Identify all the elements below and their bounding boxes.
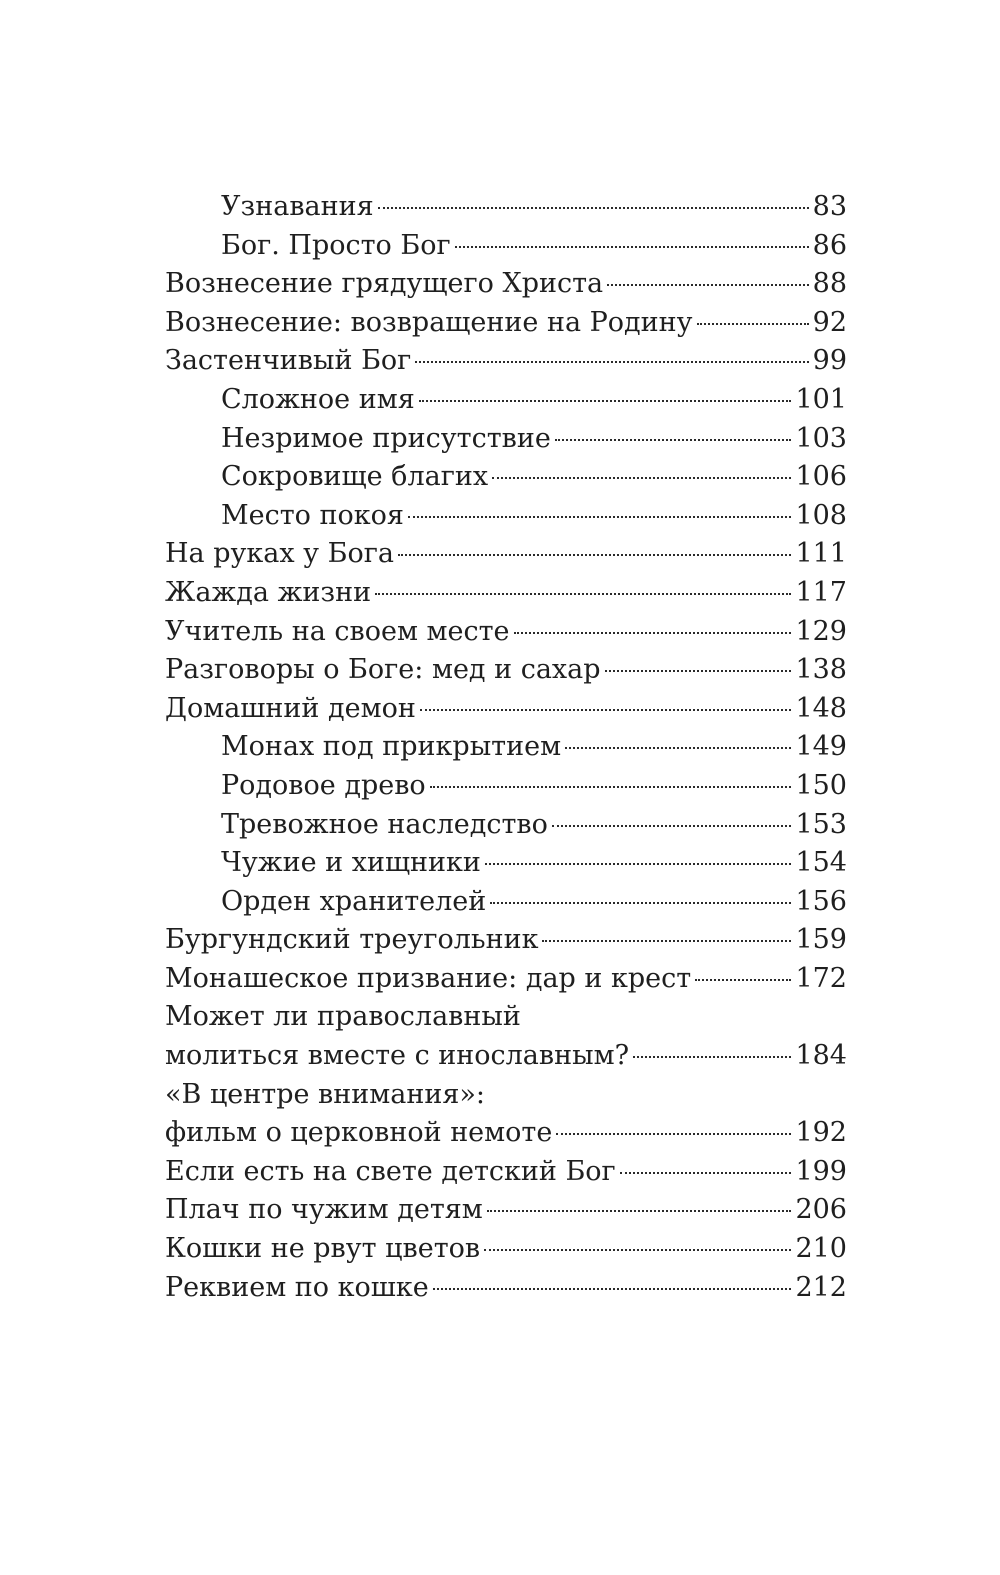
toc-entry-title: Монах под прикрытием [221,731,562,763]
toc-leader-dots [565,747,791,749]
toc-entry-page: 150 [795,769,847,801]
toc-entry [165,1191,847,1230]
toc-entry-page: 101 [795,383,847,415]
toc-leader-dots [514,632,792,634]
toc-entry [165,342,847,381]
toc-entry-title: Тревожное наследство [221,808,548,840]
toc-leader-dots [487,1210,792,1212]
toc-entry [165,574,847,613]
toc-leader-dots [420,709,792,711]
toc-entry [165,497,847,536]
toc-entry-title: Место покоя [221,499,404,531]
toc-entry-title: Чужие и хищники [221,847,481,879]
toc-entry [165,227,847,266]
toc-entry-page: 172 [795,962,847,994]
toc-leader-dots [375,593,791,595]
toc-entry-title: Учитель на своем месте [165,615,510,647]
toc-leader-dots [408,516,792,518]
toc-entry-page: 199 [795,1155,847,1187]
toc-leader-dots [415,361,808,363]
toc-entry [165,767,847,806]
toc-entry-title: Если есть на свете детский Бог [165,1155,616,1187]
toc-leader-dots [419,400,792,402]
toc-entry [165,613,847,652]
toc-leader-dots [455,246,809,248]
toc-entry [165,921,847,960]
toc-entry [165,458,847,497]
toc-entry-page: 111 [795,538,847,570]
toc-entry-title: Кошки не рвут цветов [165,1233,481,1265]
toc-entry [165,381,847,420]
toc-leader-dots [485,863,792,865]
toc-entry-title: Домашний демон [165,692,416,724]
toc-entry [165,1114,847,1153]
toc-entry-page: 206 [795,1194,847,1226]
toc-entry-page: 88 [812,268,847,300]
toc-entry [165,806,847,845]
toc-leader-dots [552,825,792,827]
toc-entry-title: Разговоры о Боге: мед и сахар [165,654,601,686]
toc-entry [165,1153,847,1192]
toc-leader-dots [433,1288,792,1290]
toc-entry-title: Реквием по кошке [165,1271,429,1303]
toc-entry-page: 212 [795,1271,847,1303]
toc-leader-dots [633,1056,791,1058]
toc-entry-page: 184 [795,1040,847,1072]
toc-entry-title: Застенчивый Бог [165,345,412,377]
toc-leader-dots [605,670,792,672]
toc-entry-title: Сокровище благих [221,461,489,493]
toc-entry [165,1269,847,1308]
toc-entry-title: Жажда жизни [165,576,372,608]
toc-entry-title: Родовое древо [221,769,426,801]
toc-entry-page: 138 [795,654,847,686]
toc-entry-page: 92 [812,306,847,338]
toc-entry-page: 192 [795,1117,847,1149]
toc-leader-dots [607,284,808,286]
toc-leader-dots [492,477,791,479]
toc-entry [165,651,847,690]
toc-entry-title: Орден хранителей [221,885,487,917]
toc-entry-page: 159 [795,924,847,956]
toc-leader-dots [555,439,792,441]
toc-entry-page: 99 [812,345,847,377]
toc-leader-dots [556,1133,791,1135]
toc-leader-dots [697,323,809,325]
toc-leader-dots [378,207,809,209]
toc-entry-page: 108 [795,499,847,531]
toc-entry [165,883,847,922]
toc-entry [165,1230,847,1269]
toc-entry-page: 148 [795,692,847,724]
toc-entry-title: Сложное имя [221,383,415,415]
toc-entry-page: 153 [795,808,847,840]
table-of-contents [165,188,847,1307]
toc-entry-title: Вознесение: возвращение на Родину [165,306,693,338]
toc-entry [165,420,847,459]
toc-entry-page: 149 [795,731,847,763]
toc-entry-title: Незримое присутствие [221,422,551,454]
toc-entry-title: Бургундский треугольник [165,924,539,956]
toc-entry [165,265,847,304]
toc-leader-dots [490,902,791,904]
toc-entry-page: 86 [812,229,847,261]
toc-entry [165,304,847,343]
toc-entry-page: 129 [795,615,847,647]
toc-entry-page: 210 [795,1233,847,1265]
toc-leader-dots [620,1172,792,1174]
toc-entry [165,844,847,883]
toc-entry-page: 154 [795,847,847,879]
toc-entry [165,960,847,999]
toc-entry [165,690,847,729]
toc-entry [165,188,847,227]
toc-entry-title: На руках у Бога [165,538,394,570]
toc-entry-page: 106 [795,461,847,493]
toc-leader-dots [484,1249,791,1251]
toc-entry-title: Узнавания [221,191,374,222]
toc-leader-dots [695,979,791,981]
toc-entry-page: 83 [812,191,847,222]
toc-entry-title: Монашеское призвание: дар и крест [165,962,692,994]
toc-entry-title: молиться вместе с инославным? [165,1040,630,1072]
toc-entry-page: 103 [795,422,847,454]
toc-leader-dots [398,554,791,556]
toc-entry-page: 117 [795,576,847,608]
toc-entry-title-line1: Может ли православный [165,1001,521,1033]
toc-entry-title: Бог. Просто Бог [221,229,451,261]
toc-entry-title: Вознесение грядущего Христа [165,268,604,300]
toc-entry [165,1037,847,1076]
toc-entry [165,535,847,574]
toc-leader-dots [542,940,791,942]
toc-entry-title-line1: «В центре внимания»: [165,1078,485,1110]
toc-leader-dots [430,786,792,788]
toc-entry-title: фильм о церковной немоте [165,1117,553,1149]
toc-entry-title: Плач по чужим детям [165,1194,483,1226]
toc-entry-page: 156 [795,885,847,917]
toc-entry [165,728,847,767]
